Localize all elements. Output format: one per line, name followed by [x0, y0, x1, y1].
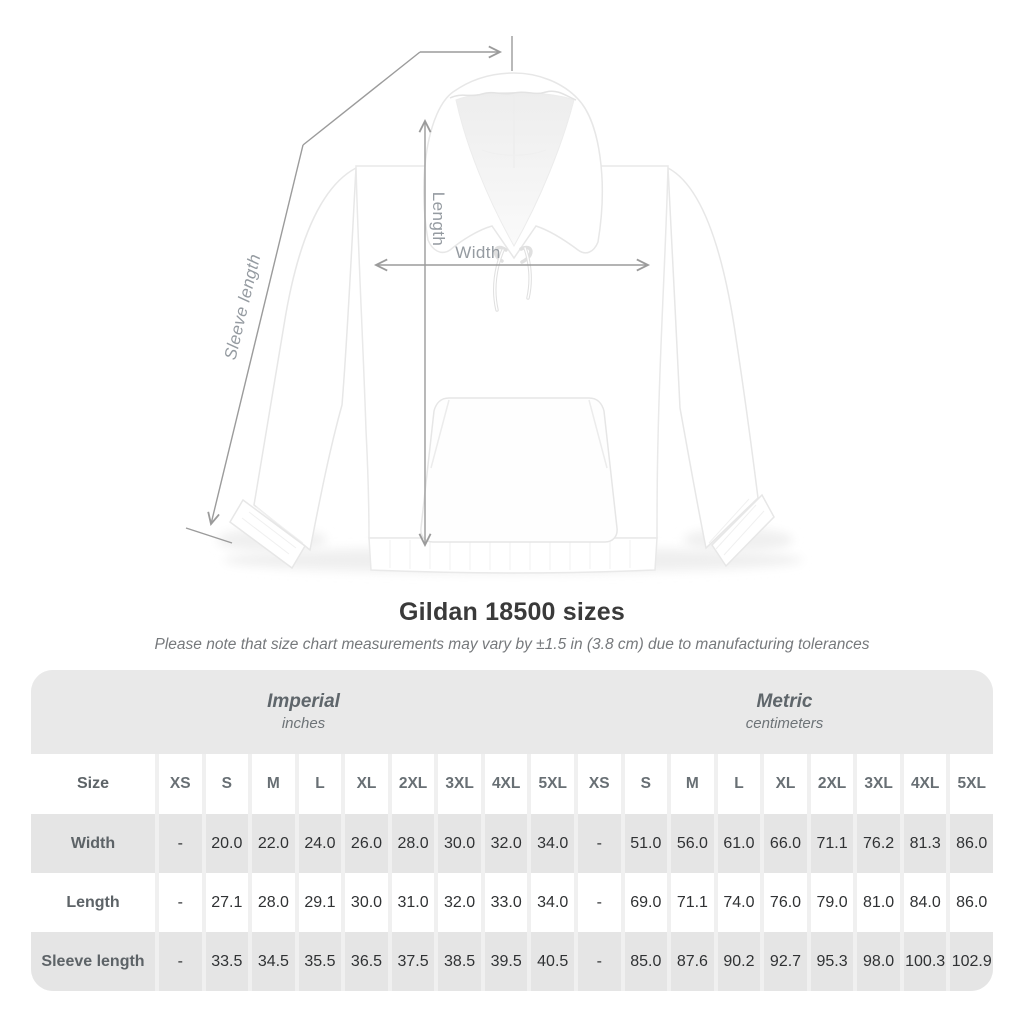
value-imperial: 33.0	[485, 873, 528, 932]
value-imperial: 36.5	[345, 932, 388, 991]
value-metric: 92.7	[764, 932, 807, 991]
value-metric: 71.1	[811, 814, 854, 873]
size-header-imperial-2xl: 2XL	[392, 754, 435, 814]
value-metric: 84.0	[904, 873, 947, 932]
unit-header-band	[31, 670, 993, 754]
value-metric: 56.0	[671, 814, 714, 873]
hem-band	[369, 538, 657, 573]
value-metric: 90.2	[718, 932, 761, 991]
value-metric: 87.6	[671, 932, 714, 991]
value-metric: 66.0	[764, 814, 807, 873]
size-header-row	[31, 754, 993, 814]
size-header-metric-4xl: 4XL	[904, 754, 947, 814]
value-imperial: 34.0	[531, 814, 574, 873]
value-imperial: 34.5	[252, 932, 295, 991]
length-label: Length	[429, 191, 448, 247]
value-imperial: -	[159, 814, 202, 873]
value-imperial: 26.0	[345, 814, 388, 873]
size-header-imperial-4xl: 4XL	[485, 754, 528, 814]
size-header-metric-xs: XS	[578, 754, 621, 814]
value-imperial: 20.0	[206, 814, 249, 873]
value-imperial: 38.5	[438, 932, 481, 991]
imperial-unit-label: inches	[281, 715, 326, 733]
value-imperial: 37.5	[392, 932, 435, 991]
size-header-imperial-l: L	[299, 754, 342, 814]
value-imperial: 34.0	[531, 873, 574, 932]
value-imperial: 32.0	[485, 814, 528, 873]
kangaroo-pocket	[421, 398, 617, 542]
value-metric: -	[578, 932, 621, 991]
size-table	[31, 754, 993, 991]
value-metric: 81.3	[904, 814, 947, 873]
size-header-metric-s: S	[625, 754, 668, 814]
value-metric: 102.9	[950, 932, 993, 991]
value-imperial: 39.5	[485, 932, 528, 991]
page-title: Gildan 18500 sizes	[399, 598, 625, 626]
size-header-metric-3xl: 3XL	[857, 754, 900, 814]
row-label-length: Length	[31, 873, 155, 932]
size-header-metric-2xl: 2XL	[811, 754, 854, 814]
value-metric: 61.0	[718, 814, 761, 873]
metric-header-group	[576, 670, 993, 754]
value-metric: 100.3	[904, 932, 947, 991]
value-imperial: -	[159, 932, 202, 991]
value-imperial: 22.0	[252, 814, 295, 873]
value-metric: 71.1	[671, 873, 714, 932]
table-row-sleeve-length	[31, 932, 993, 991]
value-metric: 51.0	[625, 814, 668, 873]
value-metric: 74.0	[718, 873, 761, 932]
width-label: Width	[455, 243, 501, 262]
value-imperial: -	[159, 873, 202, 932]
value-imperial: 28.0	[392, 814, 435, 873]
metric-header: Metric	[756, 691, 813, 713]
size-header-metric-l: L	[718, 754, 761, 814]
table-row-width	[31, 814, 993, 873]
value-imperial: 32.0	[438, 873, 481, 932]
value-metric: -	[578, 814, 621, 873]
value-imperial: 33.5	[206, 932, 249, 991]
value-imperial: 27.1	[206, 873, 249, 932]
size-col-header: Size	[31, 754, 155, 814]
value-metric: 86.0	[950, 814, 993, 873]
row-label-width: Width	[31, 814, 155, 873]
size-header-imperial-xs: XS	[159, 754, 202, 814]
value-imperial: 31.0	[392, 873, 435, 932]
size-header-imperial-xl: XL	[345, 754, 388, 814]
imperial-header-group	[31, 670, 576, 754]
size-header-imperial-s: S	[206, 754, 249, 814]
value-imperial: 30.0	[438, 814, 481, 873]
value-imperial: 35.5	[299, 932, 342, 991]
sleeve-length-label: Sleeve length	[220, 252, 265, 362]
size-header-imperial-5xl: 5XL	[531, 754, 574, 814]
value-metric: 95.3	[811, 932, 854, 991]
imperial-header: Imperial	[267, 691, 340, 713]
value-metric: 98.0	[857, 932, 900, 991]
value-metric: 76.0	[764, 873, 807, 932]
size-header-metric-xl: XL	[764, 754, 807, 814]
value-metric: 69.0	[625, 873, 668, 932]
size-chart-card	[31, 670, 993, 991]
size-header-metric-5xl: 5XL	[950, 754, 993, 814]
size-header-imperial-m: M	[252, 754, 295, 814]
value-metric: 85.0	[625, 932, 668, 991]
size-header-imperial-3xl: 3XL	[438, 754, 481, 814]
value-metric: 81.0	[857, 873, 900, 932]
tolerance-note: Please note that size chart measurements may vary by ±1.5 in (3.8 cm) due to manufacturing tolerances	[154, 636, 870, 653]
value-imperial: 29.1	[299, 873, 342, 932]
value-metric: -	[578, 873, 621, 932]
table-row-length	[31, 873, 993, 932]
value-metric: 79.0	[811, 873, 854, 932]
row-label-sleeve-length: Sleeve length	[31, 932, 155, 991]
metric-unit-label: centimeters	[745, 715, 824, 733]
value-imperial: 40.5	[531, 932, 574, 991]
value-imperial: 30.0	[345, 873, 388, 932]
value-imperial: 28.0	[252, 873, 295, 932]
value-imperial: 24.0	[299, 814, 342, 873]
size-header-metric-m: M	[671, 754, 714, 814]
value-metric: 76.2	[857, 814, 900, 873]
value-metric: 86.0	[950, 873, 993, 932]
sleeve-diagonal-segment	[303, 52, 420, 145]
